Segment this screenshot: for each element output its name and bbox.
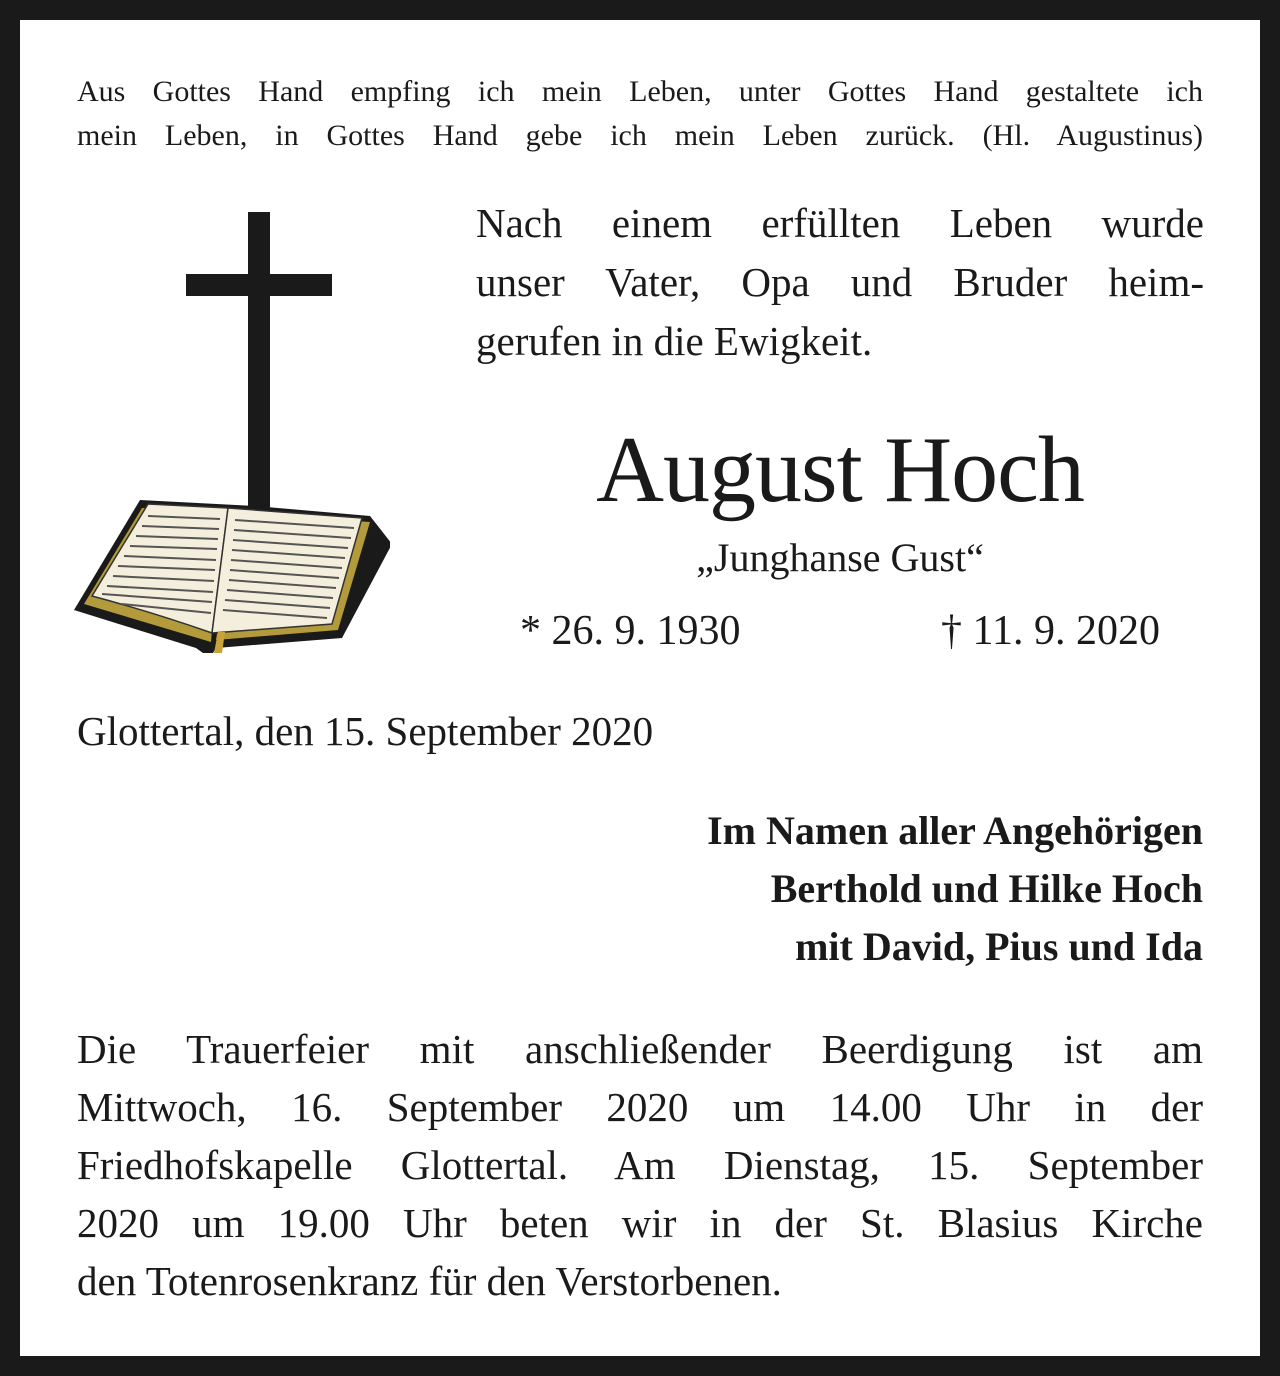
motto-line-1: Aus Gottes Hand empfing ich mein Leben, unter Gottes Hand gestaltete ich bbox=[77, 75, 1203, 108]
signature-line-1: Im Namen aller Angehörigen bbox=[707, 808, 1203, 853]
deceased-nickname: „Junghanse Gust“ bbox=[696, 535, 984, 580]
motto-line-2-row bbox=[77, 114, 1203, 158]
funeral-info-line-1: Die Trauerfeier mit anschließender Beerdigung ist am bbox=[77, 1026, 1203, 1072]
life-dates bbox=[520, 604, 1160, 658]
intro-line-3: gerufen in die Ewigkeit. bbox=[476, 318, 873, 364]
funeral-info-line-3: Friedhofskapelle Glottertal. Am Dienstag, 15. September bbox=[77, 1142, 1203, 1188]
deceased-name: August Hoch bbox=[596, 418, 1084, 522]
death-date: † 11. 9. 2020 bbox=[941, 608, 1160, 654]
place-and-date: Glottertal, den 15. September 2020 bbox=[77, 708, 654, 754]
obituary-notice bbox=[20, 20, 1260, 1356]
funeral-info-line-4: 2020 um 19.00 Uhr beten wir in der St. Blasius Kirche bbox=[77, 1200, 1203, 1246]
signature-line-2: Berthold und Hilke Hoch bbox=[770, 866, 1203, 911]
motto-line-2: mein Leben, in Gottes Hand gebe ich mein Leben zurück. bbox=[77, 119, 955, 152]
signature-line-3: mit David, Pius und Ida bbox=[795, 924, 1203, 969]
birth-date: * 26. 9. 1930 bbox=[520, 608, 741, 654]
intro-line-1: Nach einem erfüllten Leben wurde bbox=[476, 200, 1204, 246]
funeral-info-line-5: den Totenrosenkranz für den Verstorbenen. bbox=[77, 1258, 782, 1304]
cross-and-bible-icon bbox=[70, 208, 390, 653]
motto-attribution: (Hl. Augustinus) bbox=[982, 119, 1204, 152]
intro-line-2: unser Vater, Opa und Bruder heim- bbox=[476, 259, 1204, 305]
funeral-info-line-2: Mittwoch, 16. September 2020 um 14.00 Uhr in der bbox=[77, 1084, 1203, 1130]
